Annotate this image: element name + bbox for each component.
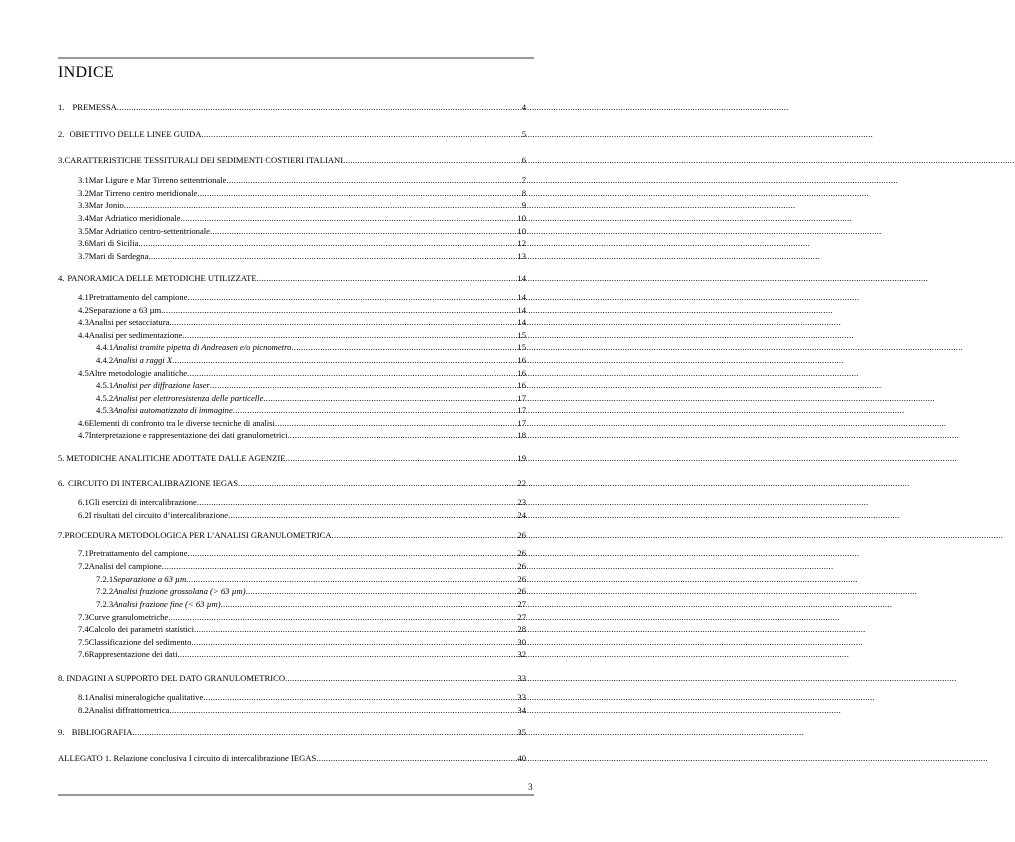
toc-entry-title: INDAGINI A SUPPORTO DEL DATO GRANULOMETRICO [66,673,286,683]
toc-entry-title: Classificazione del sedimento [88,637,192,647]
toc-entry[interactable] [78,510,526,520]
toc-entry-page: 15 [517,330,526,340]
toc-entry-page: 14 [517,292,526,302]
toc-entry[interactable] [78,330,526,340]
toc-entry-number: 4.4.2 [96,355,114,365]
toc-entry[interactable] [58,453,526,463]
dot-leader [275,418,518,428]
toc-entry-title: Analisi a raggi X [113,355,173,365]
toc-entry-number: 4.5.1 [96,380,114,390]
toc-entry-number: 6.1 [78,497,89,507]
toc-entry-number: 4.3 [78,317,89,327]
toc-entry[interactable] [78,612,526,622]
toc-entry-page: 26 [517,586,526,596]
toc-entry-title: Analisi per diffrazione laser [113,380,210,390]
toc-entry-title: I risultati del circuito d’intercalibrazione [88,510,229,520]
toc-entry-title: Separazione a 63 µm [88,305,162,315]
dot-leader [187,368,517,378]
toc-entry-title: PANORAMICA DELLE METODICHE UTILIZZATE [67,273,257,283]
toc-entry[interactable] [58,673,526,683]
toc-entry-page: 18 [517,430,526,440]
dot-leader [117,102,522,112]
toc-entry-page: 17 [517,393,526,403]
toc-entry-number: 9. [58,727,65,737]
toc-entry-page: 33 [517,692,526,702]
dot-leader [138,238,517,248]
toc-entry[interactable] [78,705,526,715]
toc-entry-page: 15 [517,342,526,352]
dot-leader [221,599,518,609]
toc-entry-title: CIRCUITO DI INTERCALIBRAZIONE IEGAS [67,478,239,488]
toc-entry-page: 27 [517,599,526,609]
toc-entry-number: 4.5.2 [96,393,114,403]
toc-entry-number: 3.3 [78,200,89,210]
toc-entry-number: 6. [58,478,65,488]
toc-entry-number: 3.1 [78,175,89,185]
toc-entry-title: Analisi diffrattometrica [88,705,170,715]
toc-entry[interactable] [58,727,526,737]
dot-leader [180,213,517,223]
toc-entry-number: 3.7 [78,251,89,261]
dot-leader [316,753,517,763]
toc-entry[interactable] [78,305,526,315]
toc-entry[interactable] [78,548,526,558]
toc-entry[interactable] [78,637,526,647]
toc-entry[interactable] [58,753,526,763]
dot-leader [172,355,517,365]
dot-leader [191,637,517,647]
toc-entry-title: Mar Adriatico centro-settentrionale [88,226,210,236]
toc-entry-number: 7.6 [78,649,89,659]
toc-entry-title: Mar Ligure e Mar Tirreno settentrionale [88,175,227,185]
toc-entry-title: Mar Jonio [88,200,124,210]
toc-entry-number: 4.6 [78,418,89,428]
toc-entry-title: Calcolo dei parametri statistici [88,624,194,634]
toc-entry[interactable] [58,102,526,112]
toc-entry-number: 7.2.1 [96,574,114,584]
dot-leader [182,330,517,340]
toc-entry-page: 14 [517,305,526,315]
toc-entry-title: Analisi per setacciatura [88,317,170,327]
toc-entry-page: 27 [517,612,526,622]
toc-entry-page: 33 [517,673,526,683]
toc-entry[interactable] [58,129,526,139]
toc-entry-page: 16 [517,355,526,365]
toc-entry-page: 14 [517,273,526,283]
toc-entry-page: 32 [517,649,526,659]
toc-entry[interactable] [78,418,526,428]
toc-entry-page: 34 [517,705,526,715]
dot-leader [291,342,517,352]
dot-leader [343,155,522,165]
toc-entry[interactable] [96,355,526,365]
toc-entry[interactable] [78,561,526,571]
toc-entry-number: 3. [58,155,65,165]
toc-entry-page: 13 [517,251,526,261]
toc-entry-number: 3.5 [78,226,89,236]
toc-entry-title: Analisi tramite pipetta di Andreasen e/o picnometro [113,342,292,352]
toc-entry-page: 14 [517,317,526,327]
toc-entry-number: 4.2 [78,305,89,315]
toc-entry-page: 12 [517,238,526,248]
dot-leader [210,226,517,236]
toc-entry[interactable] [58,530,526,540]
toc-entry-title: Pretrattamento del campione [88,292,188,302]
toc-entry-title: Analisi per elettroresistenza delle particelle [113,393,264,403]
toc-entry-number: 4.1 [78,292,89,302]
toc-entry-number: 8.2 [78,705,89,715]
dot-leader [228,510,517,520]
toc-entry-number: 7.2.3 [96,599,114,609]
toc-entry-page: 8 [521,188,526,198]
toc-entry-page: 10 [517,226,526,236]
toc-entry-title: Separazione a 63 µm [113,574,187,584]
toc-entry-page: 16 [517,380,526,390]
dot-leader [332,530,518,540]
toc-entry[interactable] [78,226,526,236]
dot-leader [286,453,518,463]
dot-leader [257,273,518,283]
toc-entry-number: 3.2 [78,188,89,198]
toc-entry[interactable] [58,155,526,165]
toc-entry-number: 4.4.1 [96,342,114,352]
toc-entry-title: Altre metodologie analitiche [88,368,188,378]
dot-leader [124,200,522,210]
toc-entry-number: 8.1 [78,692,89,702]
toc-entry-title: Mari di Sicilia [88,238,139,248]
toc-entry-title: Mar Adriatico meridionale [88,213,181,223]
toc-entry[interactable] [78,292,526,302]
dot-leader [132,727,517,737]
toc-entry-title: Analisi mineralogiche qualitative [88,692,204,702]
toc-entry-page: 17 [517,418,526,428]
toc-entry-title: Analisi frazione grossolana (> 63 µm) [113,586,246,596]
toc-entry[interactable] [78,200,526,210]
toc-entry-page: 24 [517,510,526,520]
toc-entry[interactable] [78,368,526,378]
toc-entry-number: 7.5 [78,637,89,647]
dot-leader [233,405,518,415]
toc-entry-number: 4. [58,273,65,283]
toc-entry-page: 26 [517,561,526,571]
toc-entry-page: 6 [521,155,526,165]
dot-leader [188,292,518,302]
toc-entry[interactable] [78,238,526,248]
toc-entry[interactable] [78,317,526,327]
dot-leader [285,673,517,683]
dot-leader [263,393,517,403]
toc-entry-title: BIBLIOGRAFIA [71,727,133,737]
dot-leader [246,586,518,596]
toc-entry[interactable] [78,175,526,185]
toc-entry-page: 35 [517,727,526,737]
dot-leader [169,317,517,327]
dot-leader [162,561,518,571]
toc-entry-page: 30 [517,637,526,647]
toc-entry-page: 26 [517,548,526,558]
toc-entry-number: 7.2 [78,561,89,571]
toc-entry-number: 4.7 [78,430,89,440]
dot-leader [178,649,518,659]
toc-entry-title: Mar Tirreno centro meridionale [88,188,198,198]
toc-entry-page: 23 [517,497,526,507]
page-number: 3 [528,782,533,792]
dot-leader [288,430,518,440]
toc-entry-title: Mari di Sardegna [88,251,149,261]
toc-entry-page: 40 [517,753,526,763]
dot-leader [194,624,517,634]
toc-entry-title: Analisi per sedimentazione [88,330,183,340]
dot-leader [210,380,518,390]
toc-entry-number: 4.4 [78,330,89,340]
toc-entry-page: 16 [517,368,526,378]
dot-leader [188,548,518,558]
toc-entry-page: 5 [521,129,526,139]
toc-entry[interactable] [96,380,526,390]
dot-leader [238,478,517,488]
toc-entry-page: 28 [517,624,526,634]
toc-entry-number: 7.3 [78,612,89,622]
dot-leader [203,692,517,702]
bottom-rule [58,794,534,796]
toc-entry-number: 6.2 [78,510,89,520]
toc-entry-number: 2. [58,129,65,139]
toc-entry[interactable] [58,273,526,283]
toc-entry-title: ALLEGATO 1. Relazione conclusiva I circuito di intercalibrazione IEGAS [58,753,317,763]
dot-leader [197,188,521,198]
toc-entry-number: 4.5 [78,368,89,378]
toc-entry-page: 26 [517,574,526,584]
toc-entry-title: Analisi automatizzata di immagine [113,405,233,415]
toc-entry-page: 4 [521,102,526,112]
toc-entry-title: CARATTERISTICHE TESSITURALI DEI SEDIMENTI COSTIERI ITALIANI [64,155,344,165]
toc-entry-title: Analisi del campione [88,561,162,571]
toc-entry-number: 7. [58,530,65,540]
toc-entry-number: 4.5.3 [96,405,114,415]
toc-entry-title: METODICHE ANALITICHE ADOTTATE DALLE AGENZIE [66,453,286,463]
toc-entry-page: 9 [521,200,526,210]
toc-entry[interactable] [96,342,526,352]
toc-entry[interactable] [78,213,526,223]
toc-entry[interactable] [96,405,526,415]
dot-leader [226,175,521,185]
dot-leader [170,705,518,715]
toc-entry-page: 7 [521,175,526,185]
toc-entry-page: 19 [517,453,526,463]
toc-entry-page: 10 [517,213,526,223]
toc-entry[interactable] [96,599,526,609]
dot-leader [186,574,517,584]
toc-entry[interactable] [78,624,526,634]
toc-entry-number: 7.2.2 [96,586,114,596]
toc-entry-title: PROCEDURA METODOLOGICA PER L’ANALISI GRANULOMETRICA [64,530,332,540]
toc-entry[interactable] [78,692,526,702]
dot-leader [197,497,518,507]
toc-entry[interactable] [78,188,526,198]
toc-entry-title: OBIETTIVO DELLE LINEE GUIDA [69,129,202,139]
toc-entry[interactable] [96,586,526,596]
dot-leader [148,251,517,261]
toc-entry-title: Interpretazione e rappresentazione dei dati granulometrici [88,430,288,440]
toc-entry-title: Curve granulometriche [88,612,169,622]
toc-entry-title: Rappresentazione dei dati [88,649,178,659]
toc-entry[interactable] [78,497,526,507]
toc-entry-number: 8. [58,673,65,683]
dot-leader [161,305,517,315]
toc-entry-title: Analisi frazione fine (< 63 µm) [113,599,221,609]
toc-entry-title: PREMESSA [72,102,117,112]
toc-entry-number: 3.6 [78,238,89,248]
page-title: INDICE [58,64,115,81]
toc-entry-page: 26 [517,530,526,540]
toc-entry-title: Elementi di confronto tra le diverse tecniche di analisi [88,418,275,428]
dot-leader [168,612,517,622]
toc-entry[interactable] [96,393,526,403]
toc-entry[interactable] [96,574,526,584]
toc-entry-number: 1. [58,102,65,112]
toc-entry[interactable] [78,430,526,440]
toc-entry[interactable] [78,251,526,261]
toc-entry-page: 22 [517,478,526,488]
top-rule [58,57,534,59]
toc-entry[interactable] [58,478,526,488]
toc-entry-number: 7.1 [78,548,89,558]
toc-entry-page: 17 [517,405,526,415]
toc-entry-number: 7.4 [78,624,89,634]
toc-entry[interactable] [78,649,526,659]
dot-leader [201,129,521,139]
toc-entry-title: Pretrattamento del campione [88,548,188,558]
toc-entry-number: 5. [58,453,65,463]
toc-entry-title: Gli esercizi di intercalibrazione [88,497,197,507]
toc-entry-number: 3.4 [78,213,89,223]
